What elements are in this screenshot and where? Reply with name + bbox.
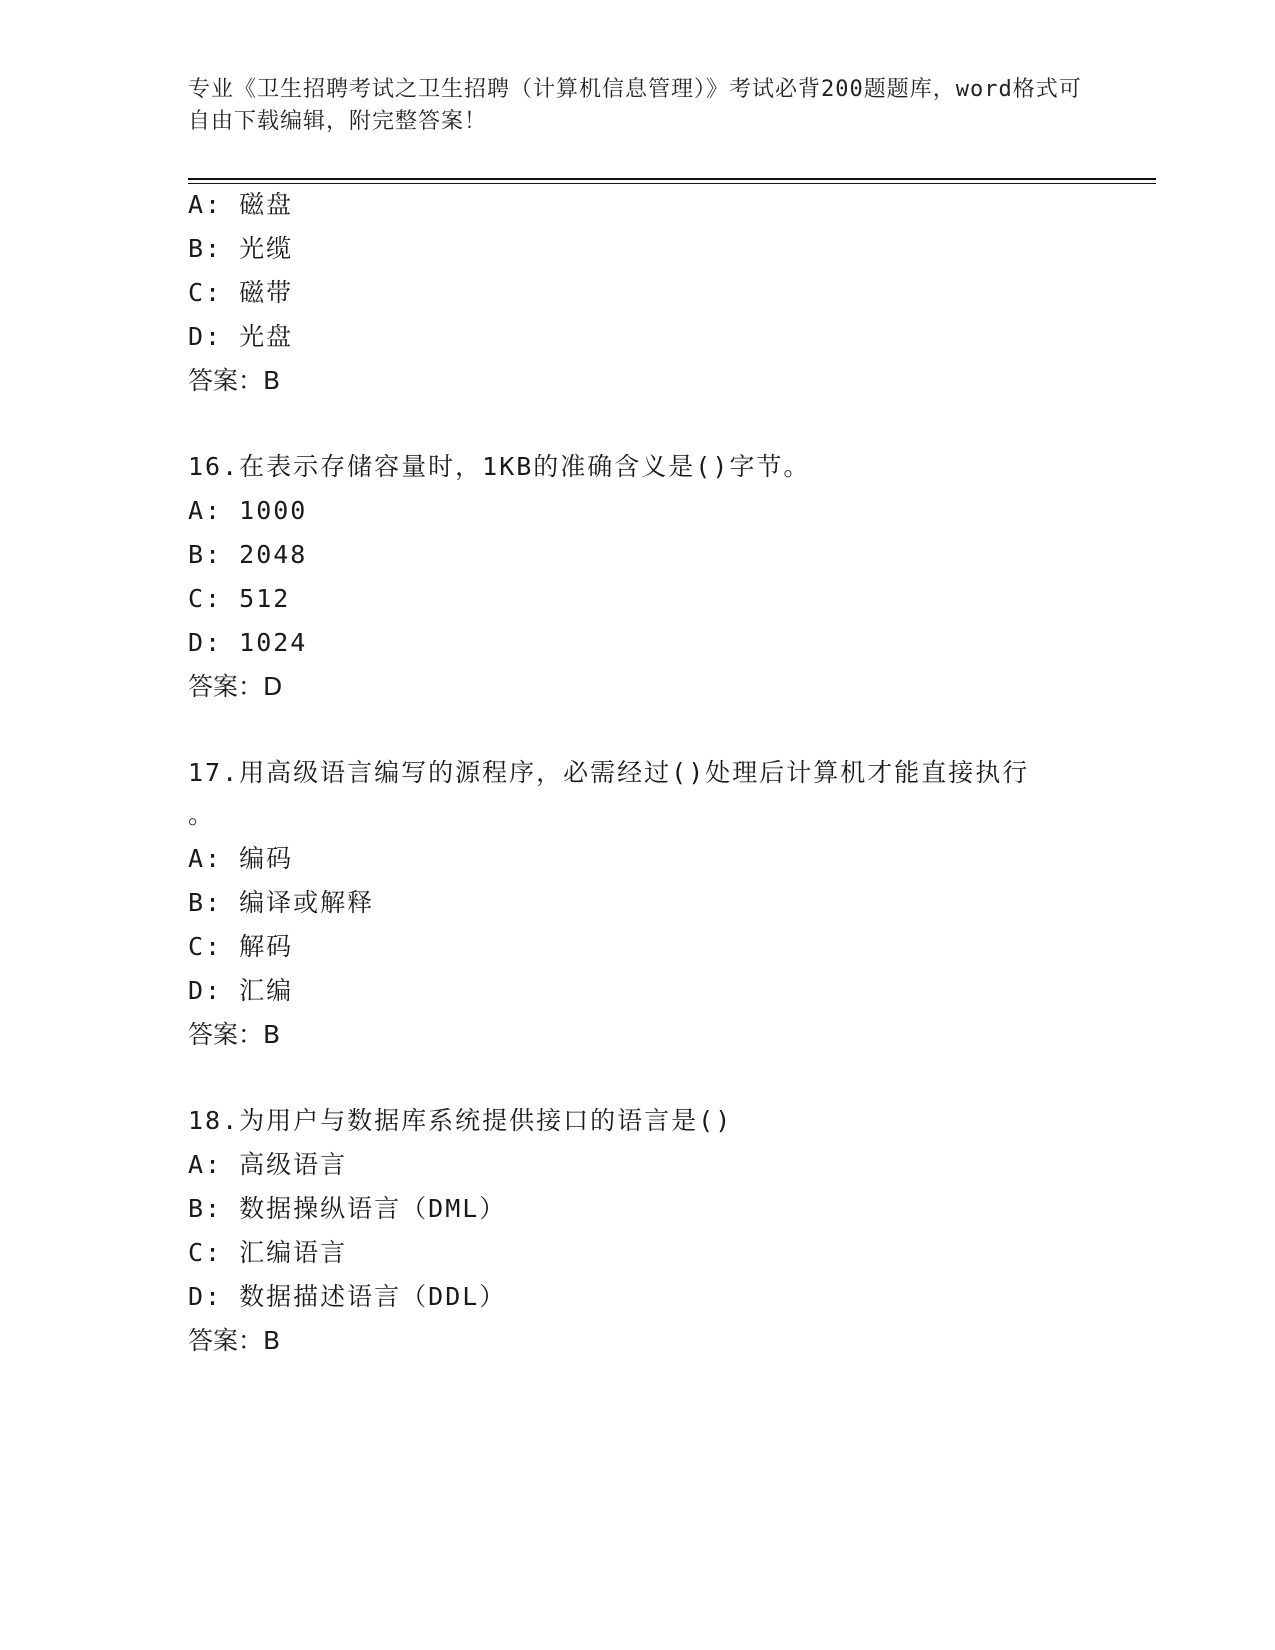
q17-option-d: D: 汇编 [188,976,294,1005]
q16-option-b: B: 2048 [188,540,308,569]
q15-option-c: C: 磁带 [188,278,294,307]
q16-question: 16.在表示存储容量时，1KB的准确含义是()字节。 [188,452,811,481]
q16-option-c: C: 512 [188,584,291,613]
header-divider-thin [188,183,1156,184]
q17-answer: 答案：B [188,1020,281,1049]
q18-option-b: B: 数据操纵语言（DML） [188,1194,507,1223]
q17-option-b: B: 编译或解释 [188,888,375,917]
q17-question-continuation: 。 [188,800,216,829]
q18-answer: 答案：B [188,1326,281,1355]
header-divider-thick [188,178,1156,180]
q18-option-a: A: 高级语言 [188,1150,348,1179]
q16-option-a: A: 1000 [188,496,308,525]
q15-option-d: D: 光盘 [188,322,294,351]
q15-option-a: A: 磁盘 [188,190,294,219]
q17-option-c: C: 解码 [188,932,294,961]
q15-answer: 答案：B [188,366,281,395]
q16-option-d: D: 1024 [188,628,308,657]
q18-question: 18.为用户与数据库系统提供接口的语言是() [188,1106,733,1135]
q15-option-b: B: 光缆 [188,234,294,263]
q16-answer: 答案：D [188,672,283,701]
q18-option-c: C: 汇编语言 [188,1238,348,1267]
document-intro: 专业《卫生招聘考试之卫生招聘（计算机信息管理）》考试必背200题题库，word格式可自由下载编辑，附完整答案！ [188,77,1082,134]
q17-question: 17.用高级语言编写的源程序，必需经过()处理后计算机才能直接执行 [188,758,1030,787]
q17-option-a: A: 编码 [188,844,294,873]
q18-option-d: D: 数据描述语言（DDL） [188,1282,507,1311]
